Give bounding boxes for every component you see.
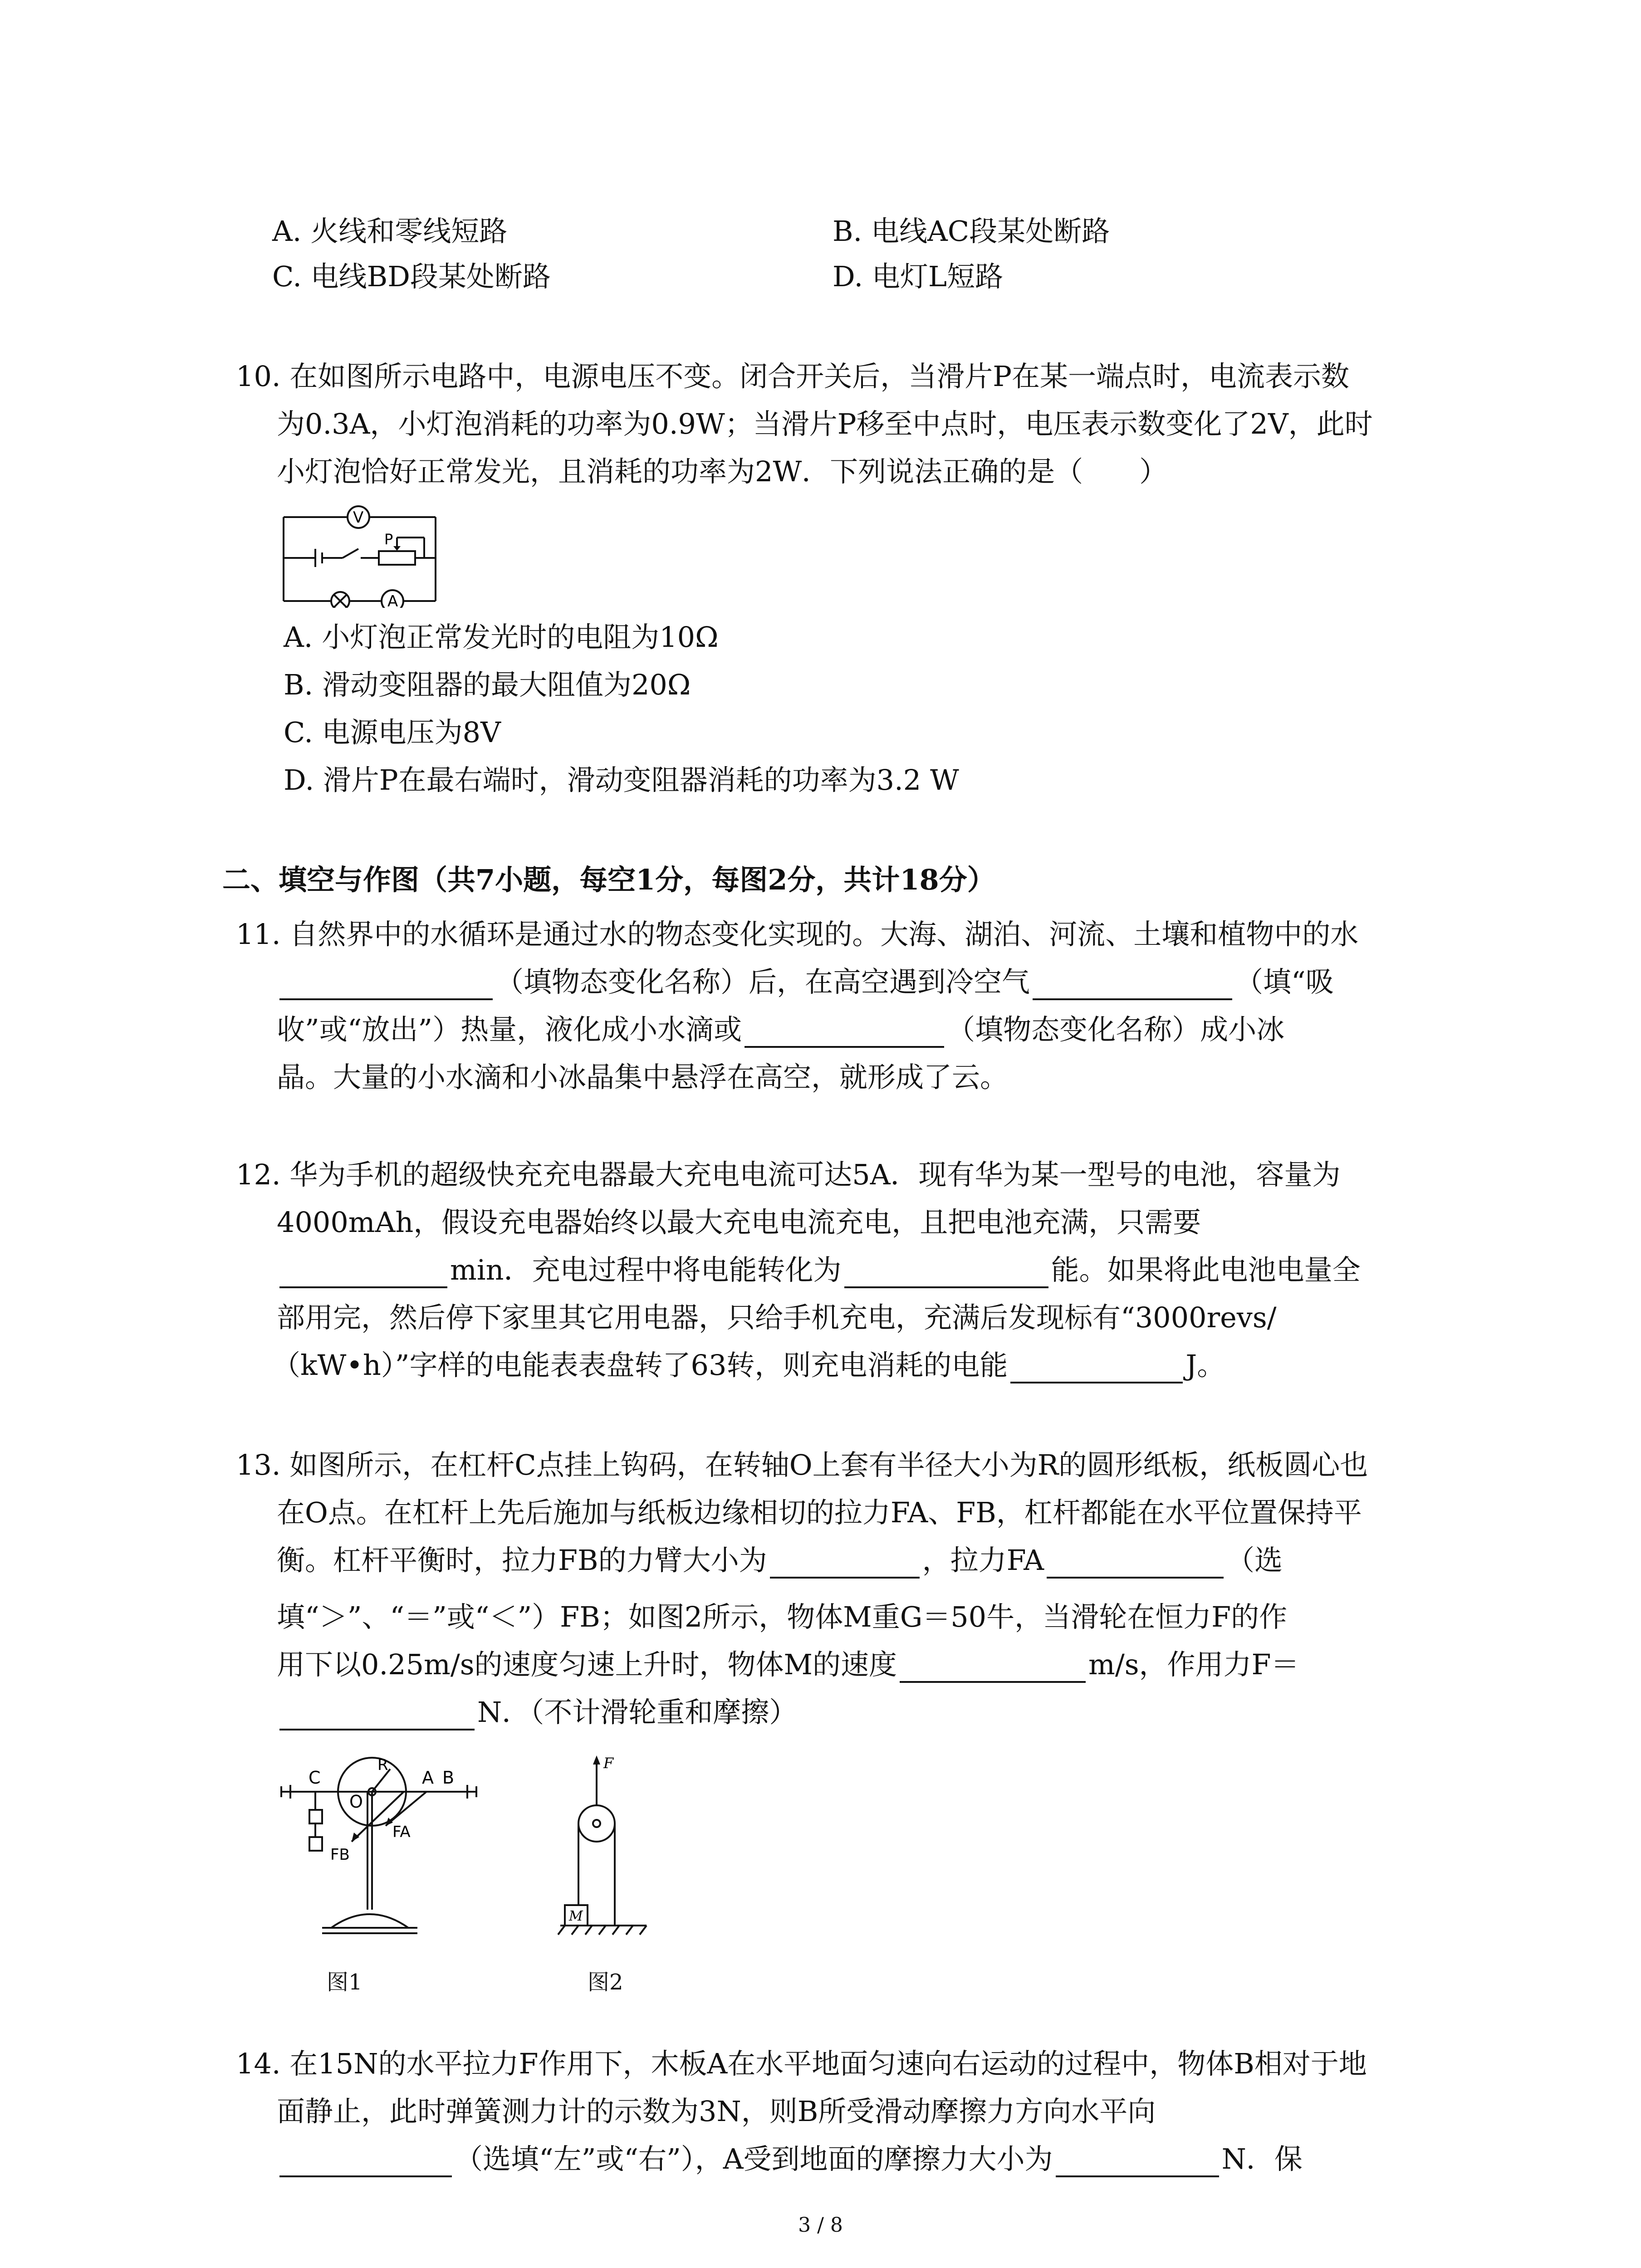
q13-blank-2[interactable]	[1047, 1551, 1224, 1579]
q14-line-2: 面静止，此时弹簧测力计的示数为3N，则B所受滑动摩擦力方向水平向	[277, 2095, 1156, 2128]
q9-option-d: D. 电灯L短路	[833, 260, 1004, 293]
q13-figure-1-lever	[277, 1746, 485, 1960]
q11-blank-1[interactable]	[279, 973, 493, 1000]
voltmeter-label: V	[353, 508, 364, 527]
q9-option-b: B. 电线AC段某处断路	[833, 215, 1110, 248]
q12-line-5: （kW•h）”字样的电能表表盘转了63转，则充电消耗的电能 J。	[272, 1347, 1225, 1383]
q10-option-c: C. 电源电压为8V	[284, 716, 501, 749]
q11-line-3: 收”或“放出”）热量，液化成小水滴或 （填物态变化名称）成小冰	[277, 1012, 1284, 1048]
q12-blank-3[interactable]	[1010, 1356, 1183, 1383]
q11-line-2: （填物态变化名称）后，在高空遇到冷空气 （填“吸	[277, 964, 1334, 1000]
q10-line-2: 为0.3A，小灯泡消耗的功率为0.9W；当滑片P移至中点时，电压表示数变化了2V，此时	[277, 407, 1373, 440]
q13-line-5: 用下以0.25m/s的速度匀速上升时，物体M的速度 m/s，作用力F＝	[277, 1647, 1299, 1683]
q13-line-2: 在O点。在杠杆上先后施加与纸板边缘相切的拉力FA、FB，杠杆都能在水平位置保持平	[277, 1496, 1362, 1529]
q10-option-b: B. 滑动变阻器的最大阻值为20Ω	[284, 668, 691, 701]
q10-circuit-diagram	[279, 499, 442, 608]
q9-option-c: C. 电线BD段某处断路	[272, 260, 551, 293]
fig1-label-fa: FA	[392, 1823, 411, 1841]
q9-option-a: A. 火线和零线短路	[272, 215, 508, 248]
q14-blank-1[interactable]	[279, 2150, 452, 2177]
q11-line-4: 晶。大量的小水滴和小冰晶集中悬浮在高空，就形成了云。	[277, 1061, 1009, 1094]
q10-option-d: D. 滑片P在最右端时，滑动变阻器消耗的功率为3.2 W	[284, 763, 959, 797]
fig1-label-a: A	[422, 1768, 434, 1788]
q13-blank-3[interactable]	[900, 1656, 1086, 1683]
q14-line-1: 14. 在15N的水平拉力F作用下，木板A在水平地面匀速向右运动的过程中，物体B相对于地	[236, 2047, 1367, 2080]
q13-blank-1[interactable]	[770, 1551, 920, 1579]
page-number: 3 / 8	[798, 2214, 843, 2237]
section-2-title: 二、填空与作图（共7小题，每空1分，每图2分，共计18分）	[222, 863, 995, 896]
q13-blank-4[interactable]	[279, 1703, 475, 1730]
q13-line-4: 填“＞”、“＝”或“＜”）FB；如图2所示，物体M重G＝50牛，当滑轮在恒力F的作	[277, 1600, 1288, 1633]
q10-line-3: 小灯泡恰好正常发光，且消耗的功率为2W．下列说法正确的是（ ）	[277, 455, 1168, 488]
q14-line-3: （选填“左”或“右”），A受到地面的摩擦力大小为 N．保	[277, 2141, 1303, 2177]
q11-line-1: 11. 自然界中的水循环是通过水的物态变化实现的。大海、湖泊、河流、土壤和植物中的水	[236, 918, 1359, 951]
fig2-label-f: F	[603, 1755, 614, 1772]
q13-figure-2-pulley	[556, 1751, 660, 1946]
q13-line-3: 衡。杠杆平衡时，拉力FB的力臂大小为 ，拉力FA （选	[277, 1542, 1283, 1579]
q11-blank-3[interactable]	[745, 1021, 944, 1048]
q12-blank-2[interactable]	[844, 1261, 1048, 1288]
fig1-label-r: R	[377, 1756, 388, 1774]
q14-blank-2[interactable]	[1056, 2150, 1219, 2177]
fig1-label-fb: FB	[330, 1846, 350, 1864]
q12-line-3: min．充电过程中将电能转化为 能。如果将此电池电量全	[277, 1252, 1361, 1288]
fig2-label-m: M	[569, 1908, 583, 1924]
fig2-caption: 图2	[588, 1970, 623, 1995]
q12-line-4: 部用完，然后停下家里其它用电器，只给手机充电，充满后发现标有“3000revs/	[277, 1301, 1277, 1334]
fig1-caption: 图1	[327, 1970, 362, 1995]
q10-option-a: A. 小灯泡正常发光时的电阻为10Ω	[284, 621, 719, 654]
fig1-label-c: C	[309, 1768, 321, 1788]
q11-blank-2[interactable]	[1033, 973, 1232, 1000]
q12-blank-1[interactable]	[279, 1261, 447, 1288]
fig1-label-o: O	[349, 1792, 363, 1812]
slider-label: P	[384, 531, 393, 548]
fig1-label-b: B	[442, 1768, 455, 1788]
q10-line-1: 10. 在如图所示电路中，电源电压不变。闭合开关后，当滑片P在某一端点时，电流表示数	[236, 360, 1350, 393]
q12-line-1: 12. 华为手机的超级快充充电器最大充电电流可达5A．现有华为某一型号的电池，容量为	[236, 1158, 1341, 1191]
q13-line-1: 13. 如图所示，在杠杆C点挂上钩码，在转轴O上套有半径大小为R的圆形纸板，纸板圆心也	[236, 1448, 1368, 1481]
ammeter-label: A	[387, 592, 398, 608]
q13-line-6: N．（不计滑轮重和摩擦）	[277, 1694, 797, 1730]
q12-line-2: 4000mAh，假设充电器始终以最大充电电流充电，且把电池充满，只需要	[277, 1206, 1201, 1239]
